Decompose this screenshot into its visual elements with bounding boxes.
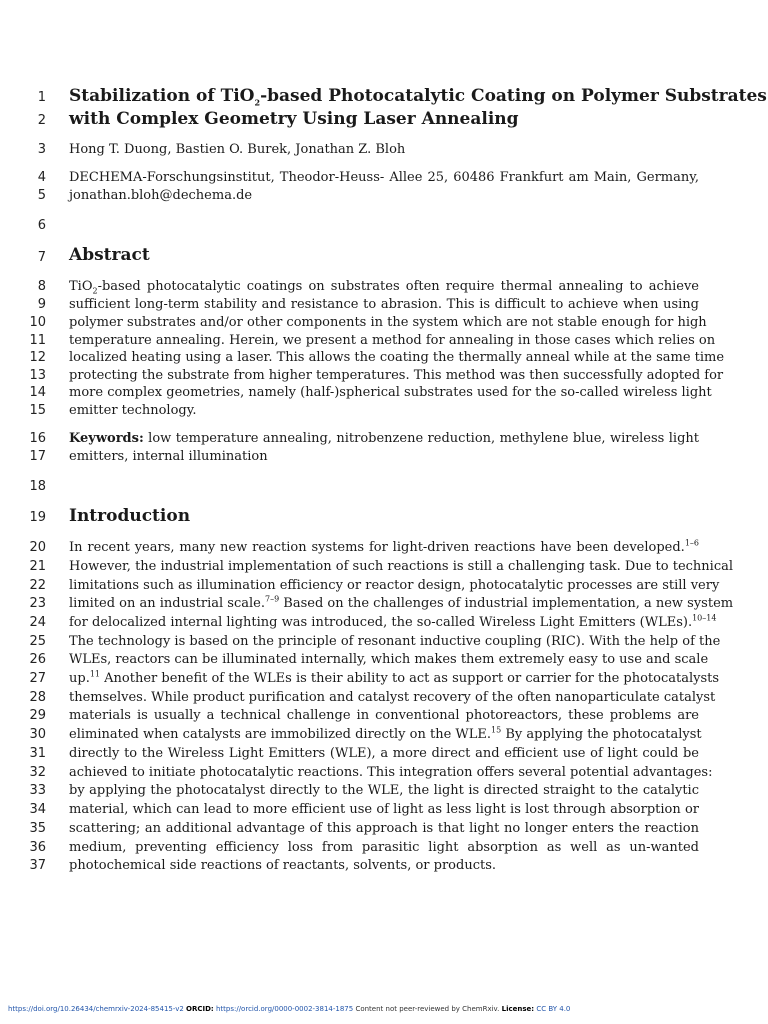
abstract-line: sufficient long-term stability and resistance to abrasion. This is difficult to achieve when using [69,297,699,312]
intro-line [69,669,720,688]
orcid-link[interactable]: https://orcid.org/0000-0002-3814-1875 [215,1005,354,1013]
abstract-heading: Abstract [69,245,150,265]
text: By applying the photocatalyst [501,727,702,742]
intro-line: by applying the photocatalyst directly to the WLE, the light is directed straight to the catalytic [69,783,699,798]
intro-line: However, the industrial implementation of such reactions is still a challenging task. Due to technical [69,559,734,574]
intro-line: medium, preventing efficiency loss from parasitic light absorption as well as un-wanted [69,840,699,855]
keywords-text: low temperature annealing, nitrobenzene reduction, methylene blue, wireless light [143,431,699,446]
line-number: 4 [37,170,46,185]
intro-line: material, which can lead to more efficient use of light as less light is lost through absorption or [69,802,699,817]
line-number: 9 [37,297,46,312]
intro-line: scattering; an additional advantage of this approach is that light no longer enters the reaction [69,821,699,836]
line-number: 5 [37,188,46,203]
subscript: 2 [92,286,98,296]
text: Another benefit of the WLEs is their ability to act as support or carrier for the photocatalysts [100,671,720,686]
intro-line: photochemical side reactions of reactants, solvents, or products. [69,858,497,873]
line-number: 25 [29,634,46,649]
line-number: 2 [37,113,46,128]
citation: 10–14 [692,613,717,623]
paper-title-line-1 [69,86,767,108]
abstract-line: polymer substrates and/or other components in the system which are not stable enough for high [69,315,707,330]
intro-line [69,613,717,632]
intro-line [69,539,699,557]
keywords-line-2: emitters, internal illumination [69,449,268,464]
line-number: 11 [29,333,46,348]
orcid-label: ORCID: [186,1005,214,1013]
intro-line: themselves. While product purification and catalyst recovery of the often nanoparticulate catalyst [69,690,716,705]
text: for delocalized internal lighting was introduced, the so-called Wireless Light Emitters (WLEs). [69,615,693,630]
line-number: 28 [29,690,46,705]
citation: 7–9 [264,594,280,604]
intro-line: materials is usually a technical challenge in conventional photoreactors, these problems are [69,708,699,723]
citation: 1–6 [684,538,699,548]
line-number: 10 [29,315,46,330]
abstract-line: temperature annealing. Herein, we present a method for annealing in those cases which relies on [69,333,716,348]
line-number: 23 [29,596,46,611]
line-number: 13 [29,368,46,383]
line-number: 32 [29,765,46,780]
line-number: 20 [29,540,46,555]
citation: 11 [89,669,101,679]
line-number: 35 [29,821,46,836]
line-number: 18 [29,479,46,494]
intro-line: directly to the Wireless Light Emitters (WLE), a more direct and efficient use of light could be [69,746,699,761]
authors: Hong T. Duong, Bastien O. Burek, Jonathan Z. Bloh [69,142,406,157]
text: TiO [69,279,93,294]
affiliation-line-1: DECHEMA-Forschungsinstitut, Theodor-Heuss- Allee 25, 60486 Frankfurt am Main, Germany, [69,170,699,185]
line-number: 27 [29,671,46,686]
line-number: 7 [37,250,46,265]
line-number: 8 [37,279,46,294]
footer [8,1005,570,1013]
license-label: License: [501,1005,535,1013]
abstract-line: protecting the substrate from higher temperatures. This method was then successfully adopted for [69,368,724,383]
intro-line: WLEs, reactors can be illuminated internally, which makes them extremely easy to use and scale [69,652,709,667]
doi-link[interactable]: https://doi.org/10.26434/chemrxiv-2024-85415-v2 [8,1005,184,1013]
line-number: 29 [29,708,46,723]
intro-line: achieved to initiate photocatalytic reactions. This integration offers several potential advantages: [69,765,713,780]
line-number: 26 [29,652,46,667]
introduction-heading: Introduction [69,506,191,526]
line-number: 24 [29,615,46,630]
abstract-line: localized heating using a laser. This allows the coating the thermally anneal while at the same time [69,350,725,365]
text: eliminated when catalysts are immobilized directly on the WLE. [69,727,492,742]
intro-line [69,725,702,744]
line-number: 6 [37,218,46,233]
text: In recent years, many new reaction systems for light-driven reactions have been developed. [69,540,685,555]
line-number: 21 [29,559,46,574]
text: Based on the challenges of industrial implementation, a new system [279,596,734,611]
paper-title-line-2: with Complex Geometry Using Laser Annealing [69,109,519,129]
keywords-label: Keywords: [69,431,144,446]
peer-review-note: Content not peer-reviewed by ChemRxiv. [355,1005,500,1013]
abstract-line: more complex geometries, namely (half-)spherical substrates used for the so-called wireless light [69,385,712,400]
abstract-line [69,278,699,296]
line-number: 17 [29,449,46,464]
text: limited on an industrial scale. [69,596,265,611]
line-number: 16 [29,431,46,446]
citation: 15 [491,725,502,735]
text: up. [69,671,90,686]
keywords-line-1 [69,430,699,448]
line-number: 3 [37,142,46,157]
line-number: 37 [29,858,46,873]
line-number: 22 [29,578,46,593]
line-number: 33 [29,783,46,798]
intro-line [69,594,734,613]
subscript: 2 [254,97,261,108]
title-text: -based Photocatalytic Coating on Polymer Substrates [260,86,767,106]
abstract-line: emitter technology. [69,403,197,418]
line-number: 14 [29,385,46,400]
intro-line: The technology is based on the principle of resonant inductive coupling (RIC). With the help of the [69,634,721,649]
line-number: 34 [29,802,46,817]
line-number: 30 [29,727,46,742]
text: -based photocatalytic coatings on substrates often require thermal annealing to achieve [97,279,699,294]
intro-line: limitations such as illumination efficiency or reactor design, photocatalytic processes are still very [69,578,720,593]
title-text: Stabilization of TiO [69,86,255,106]
line-number: 19 [29,510,46,525]
affiliation-line-2: jonathan.bloh@dechema.de [69,188,253,203]
line-number: 36 [29,840,46,855]
line-number: 1 [37,90,46,105]
license-link[interactable]: CC BY 4.0 [536,1005,571,1013]
line-number: 12 [29,350,46,365]
line-number: 15 [29,403,46,418]
line-number: 31 [29,746,46,761]
